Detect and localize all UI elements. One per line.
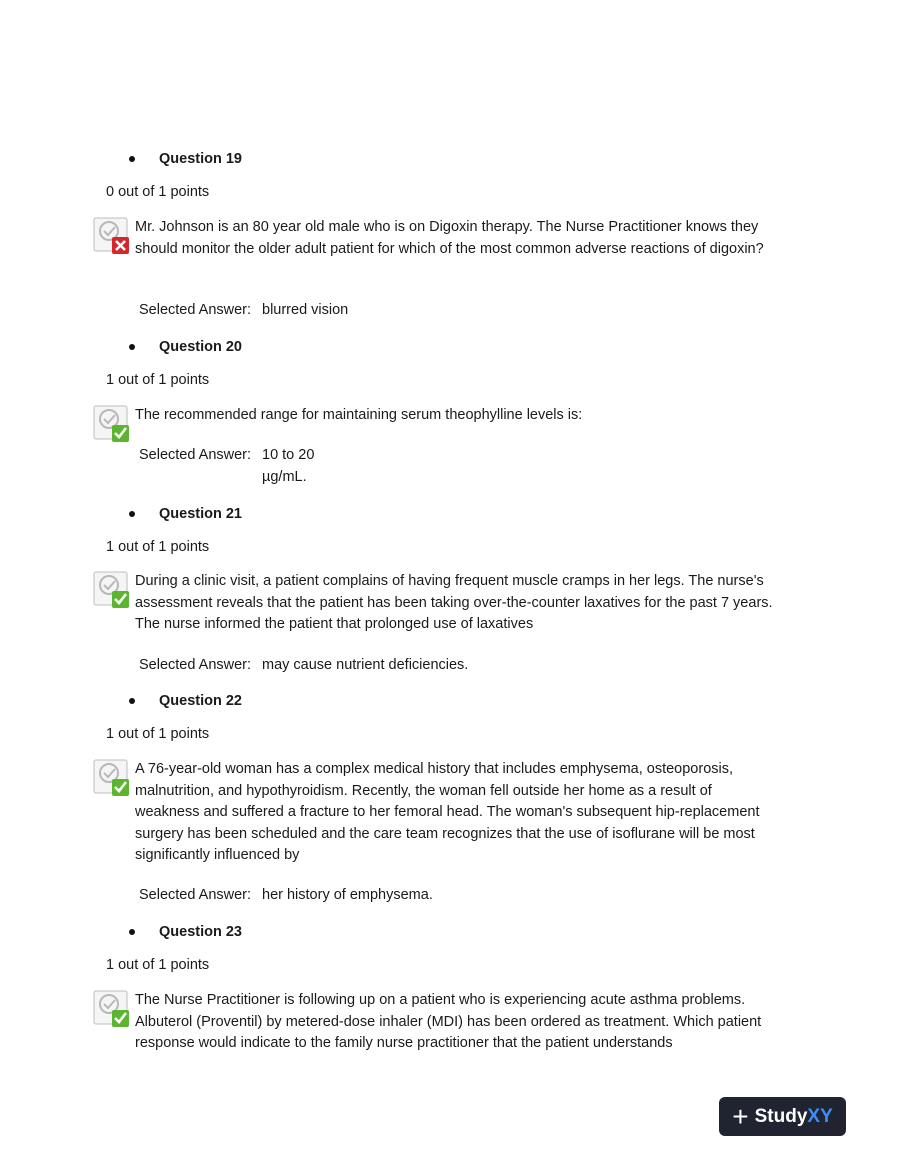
correct-icon	[93, 571, 131, 609]
logo-text: StudyXY	[754, 1105, 833, 1127]
question-title: Question 20	[159, 339, 242, 355]
question-21-header	[129, 506, 242, 522]
question-22-header	[129, 693, 242, 709]
studyxy-logo[interactable]	[719, 1097, 846, 1136]
bullet	[129, 698, 135, 704]
correct-icon	[93, 759, 131, 797]
question-points: 1 out of 1 points	[106, 957, 210, 973]
question-text: A 76-year-old woman has a complex medical history that includes emphysema, osteoporosis, malnutrition, and hypothyroidism. Recently, the woman fell outside her home as a result of weakness and suffered a fracture to her femoral head. The woman's subsequent hip-replacement surgery has been scheduled and the care team recognizes that the use of isoflurane will be most significantly influenced by	[135, 761, 760, 863]
question-text: The recommended range for maintaining serum theophylline levels is:	[135, 407, 583, 423]
correct-icon	[93, 990, 131, 1028]
bullet	[129, 156, 135, 162]
selected-answer-label: Selected Answer:	[139, 447, 252, 463]
question-text: The Nurse Practitioner is following up on a patient who is experiencing acute asthma problems. Albuterol (Proventil) by metered-dose inhaler (MDI) has been ordered as treatment. Which patient response would indicate to the family nurse practitioner that the patient understands	[135, 992, 762, 1051]
selected-answer-row	[139, 444, 332, 488]
question-points: 1 out of 1 points	[106, 726, 210, 742]
selected-answer-value: may cause nutrient deficiencies.	[262, 657, 469, 673]
selected-answer-value: her history of emphysema.	[262, 887, 433, 903]
question-text: Mr. Johnson is an 80 year old male who is on Digoxin therapy. The Nurse Practitioner knows they should monitor the older adult patient for which of the most common adverse reactions of digoxin?	[135, 219, 764, 257]
question-19-header	[129, 151, 242, 167]
question-text: During a clinic visit, a patient complains of having frequent muscle cramps in her legs. The nurse's assessment reveals that the patient has been taking over-the-counter laxatives for the past 7 years. The nurse informed the patient that prolonged use of laxatives	[135, 573, 773, 632]
question-title: Question 23	[159, 924, 242, 940]
question-points: 0 out of 1 points	[106, 184, 210, 200]
question-20-header	[129, 339, 242, 355]
selected-answer-label: Selected Answer:	[139, 887, 252, 903]
bullet	[129, 929, 135, 935]
correct-icon	[93, 405, 131, 443]
question-title: Question 21	[159, 506, 242, 522]
selected-answer-row	[139, 299, 662, 321]
question-23-header	[129, 924, 242, 940]
bullet	[129, 511, 135, 517]
question-title: Question 22	[159, 693, 242, 709]
selected-answer-row	[139, 654, 662, 676]
question-points: 1 out of 1 points	[106, 539, 210, 555]
selected-answer-value: blurred vision	[262, 302, 349, 318]
plus-icon: +	[732, 1100, 749, 1132]
selected-answer-label: Selected Answer:	[139, 302, 252, 318]
selected-answer-label: Selected Answer:	[139, 657, 252, 673]
bullet	[129, 344, 135, 350]
question-points: 1 out of 1 points	[106, 372, 210, 388]
selected-answer-value: 10 to 20 µg/mL.	[262, 447, 315, 485]
question-title: Question 19	[159, 151, 242, 167]
incorrect-icon	[93, 217, 131, 255]
selected-answer-row	[139, 884, 662, 906]
